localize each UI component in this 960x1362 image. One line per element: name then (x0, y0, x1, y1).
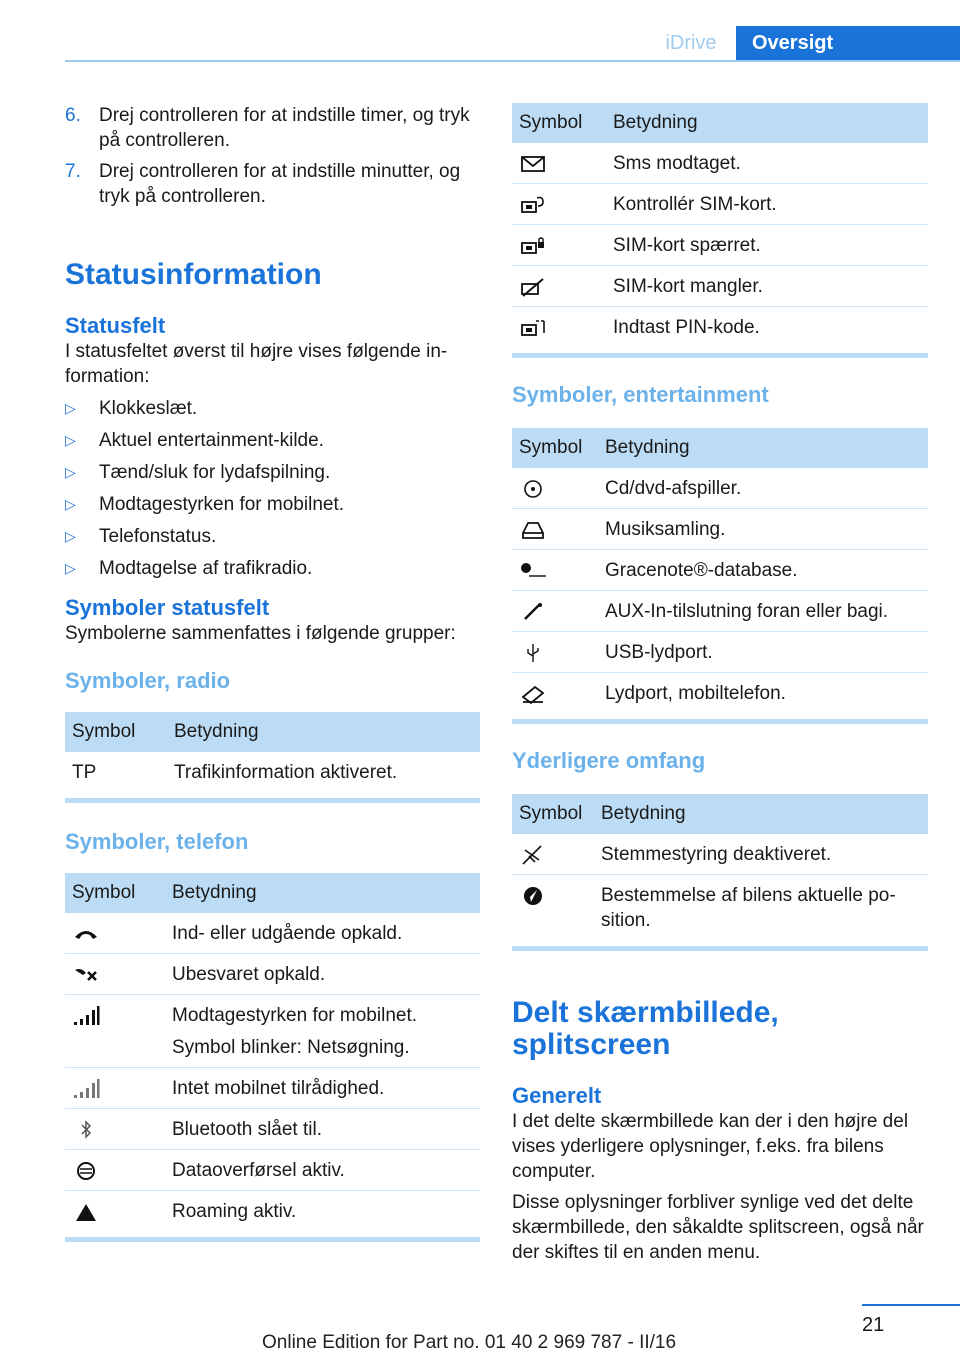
radio-table (65, 712, 480, 792)
table-row (512, 468, 928, 509)
position-icon (519, 885, 547, 907)
column-header: Betydning (606, 103, 928, 143)
table-title: Yderligere omfang (512, 748, 706, 773)
table-row (65, 1191, 480, 1232)
table-row (512, 550, 928, 591)
table-row (512, 834, 928, 875)
table-header-row (65, 712, 480, 752)
table-row (65, 995, 480, 1068)
triangle-bullet-icon: ▷ (65, 432, 76, 448)
header-divider (65, 60, 960, 62)
table-row (512, 225, 928, 266)
table-end-bar (512, 719, 928, 724)
column-header: Symbol (512, 428, 598, 468)
data-transfer-icon (72, 1160, 100, 1182)
extra-table (512, 794, 928, 940)
column-header: Betydning (165, 873, 480, 913)
phone-handset-icon (72, 923, 100, 945)
footer-divider (862, 1304, 960, 1306)
meaning-cell: Ind- eller udgående opkald. (165, 913, 480, 954)
step-number: 6. (65, 105, 81, 126)
table-header-row (512, 428, 928, 468)
triangle-bullet-icon: ▷ (65, 464, 76, 480)
list-item (65, 428, 480, 453)
meaning-cell: SIM-kort spærret. (606, 225, 928, 266)
triangle-bullet-icon: ▷ (65, 496, 76, 512)
roaming-icon (72, 1201, 100, 1223)
table-row (512, 509, 928, 550)
table-header-row (512, 103, 928, 143)
column-header: Symbol (512, 794, 594, 834)
list-item-text: Aktuel entertainment-kilde. (99, 430, 324, 451)
table-row (512, 307, 928, 348)
meaning-extra: Symbol blinker: Netsøgning. (172, 1037, 410, 1058)
section-title: Statusinformation (65, 258, 322, 291)
step-item (65, 103, 480, 153)
usb-icon (519, 642, 547, 664)
table-end-bar (512, 946, 928, 951)
meaning-cell: Roaming aktiv. (172, 1201, 297, 1222)
bluetooth-icon (72, 1119, 100, 1141)
list-item (65, 556, 480, 581)
table-header-row (512, 794, 928, 834)
step-text: Drej controlleren for at indstille timer, og tryk på controlleren. (99, 105, 470, 151)
meaning-cell: AUX-In-tilslutning foran eller bagi. (598, 591, 928, 632)
table-end-bar (512, 353, 928, 358)
list-item-text: Telefonstatus. (99, 526, 217, 547)
meaning-cell: Bestemmelse af bilens aktuelle po-sition. (601, 885, 896, 931)
column-header: Betydning (167, 712, 480, 752)
column-header: Betydning (598, 428, 928, 468)
table-row (512, 184, 928, 225)
telefon-table-continued (512, 103, 928, 347)
meaning-cell: Gracenote®-database. (598, 550, 928, 591)
meaning-cell: Indtast PIN-kode. (613, 317, 760, 338)
meaning-cell: Trafikinformation aktiveret. (174, 762, 398, 783)
list-item (65, 524, 480, 549)
paragraph: I det delte skærmbillede kan der i den højre del vises yderligere oplysninger, f.eks. fra bilens computer. (512, 1111, 909, 1182)
list-item-text: Klokkeslæt. (99, 398, 198, 419)
list-item (65, 492, 480, 517)
telefon-table (65, 873, 480, 1231)
table-row (65, 1109, 480, 1150)
signal-bars-icon (72, 1005, 100, 1027)
meaning-cell: Lydport, mobiltelefon. (605, 683, 786, 704)
left-column (65, 103, 480, 1242)
triangle-bullet-icon: ▷ (65, 400, 76, 416)
disc-icon (519, 478, 547, 500)
table-end-bar (65, 798, 480, 803)
subsection-title: Generelt (512, 1083, 602, 1108)
column-header: Symbol (512, 103, 606, 143)
entertainment-table (512, 428, 928, 713)
table-title: Symboler, radio (65, 668, 231, 693)
list-item-text: Modtagelse af trafikradio. (99, 558, 313, 579)
sim-check-icon (519, 194, 547, 216)
table-row (65, 1068, 480, 1109)
meaning-cell: Musiksamling. (598, 509, 928, 550)
gracenote-icon (519, 560, 547, 582)
paragraph: Symbolerne sammenfattes i følgende grupper: (65, 623, 456, 644)
section-title: Delt skærmbillede, splitscreen (512, 996, 779, 1061)
signal-bars-empty-icon (72, 1078, 100, 1100)
phone-audio-icon (519, 683, 547, 705)
table-row (512, 875, 928, 941)
list-item (65, 460, 480, 485)
table-row (512, 266, 928, 307)
page-number: 21 (862, 1314, 885, 1336)
step-number: 7. (65, 161, 81, 182)
table-end-bar (65, 1237, 480, 1242)
table-row (512, 673, 928, 714)
subsection-title: Statusfelt (65, 313, 166, 338)
meaning-cell: Kontrollér SIM-kort. (606, 184, 928, 225)
table-title: Symboler, telefon (65, 829, 249, 854)
envelope-icon (519, 153, 547, 175)
meaning-cell: Intet mobilnet tilrådighed. (165, 1068, 480, 1109)
triangle-bullet-icon: ▷ (65, 560, 76, 576)
column-header: Betydning (594, 794, 928, 834)
table-row (65, 954, 480, 995)
meaning-cell: SIM-kort mangler. (606, 266, 928, 307)
column-header: Symbol (65, 873, 165, 913)
header-tab: Oversigt (736, 26, 960, 62)
table-title: Symboler, entertainment (512, 382, 769, 407)
meaning-cell: Ubesvaret opkald. (165, 954, 480, 995)
bullet-list (65, 396, 480, 581)
meaning-cell: Sms modtaget. (606, 143, 928, 184)
aux-plug-icon (519, 601, 547, 623)
step-text: Drej controlleren for at indstille minutter, og tryk på controlleren. (99, 161, 461, 207)
symbol-cell: TP (72, 762, 97, 783)
voice-off-icon (519, 844, 547, 866)
pin-entry-icon (519, 317, 547, 339)
table-row (65, 1150, 480, 1191)
paragraph: Disse oplysninger forbliver synlige ved det delte skærmbillede, den såkaldte splitscreen, også når der skiftes til en anden menu. (512, 1192, 924, 1263)
meaning-cell: Stemmestyring deaktiveret. (594, 834, 928, 875)
table-row (512, 143, 928, 184)
table-header-row (65, 873, 480, 913)
sim-locked-icon (519, 235, 547, 257)
sim-missing-icon (519, 276, 547, 298)
meaning-cell: Dataoverførsel aktiv. (165, 1150, 480, 1191)
music-collection-icon (519, 519, 547, 541)
meaning-cell: USB-lydport. (598, 632, 928, 673)
triangle-bullet-icon: ▷ (65, 528, 76, 544)
missed-call-icon (72, 964, 100, 986)
step-item (65, 159, 480, 209)
table-row (512, 632, 928, 673)
footer-edition: Online Edition for Part no. 01 40 2 969 787 - II/16 (262, 1332, 677, 1353)
column-header: Symbol (65, 712, 167, 752)
meaning-cell: Modtagestyrken for mobilnet. (172, 1005, 418, 1026)
table-row (65, 913, 480, 954)
table-row (65, 752, 480, 792)
meaning-cell: Cd/dvd-afspiller. (598, 468, 928, 509)
paragraph: I statusfeltet øverst til højre vises følgende in-formation: (65, 341, 448, 387)
list-item (65, 396, 480, 421)
subsection-title: Symboler statusfelt (65, 595, 270, 620)
right-column (512, 103, 928, 1265)
meaning-cell: Bluetooth slået til. (165, 1109, 480, 1150)
table-row (512, 591, 928, 632)
list-item-text: Modtagestyrken for mobilnet. (99, 494, 345, 515)
header-section: iDrive (665, 32, 717, 54)
list-item-text: Tænd/sluk for lydafspilning. (99, 462, 331, 483)
